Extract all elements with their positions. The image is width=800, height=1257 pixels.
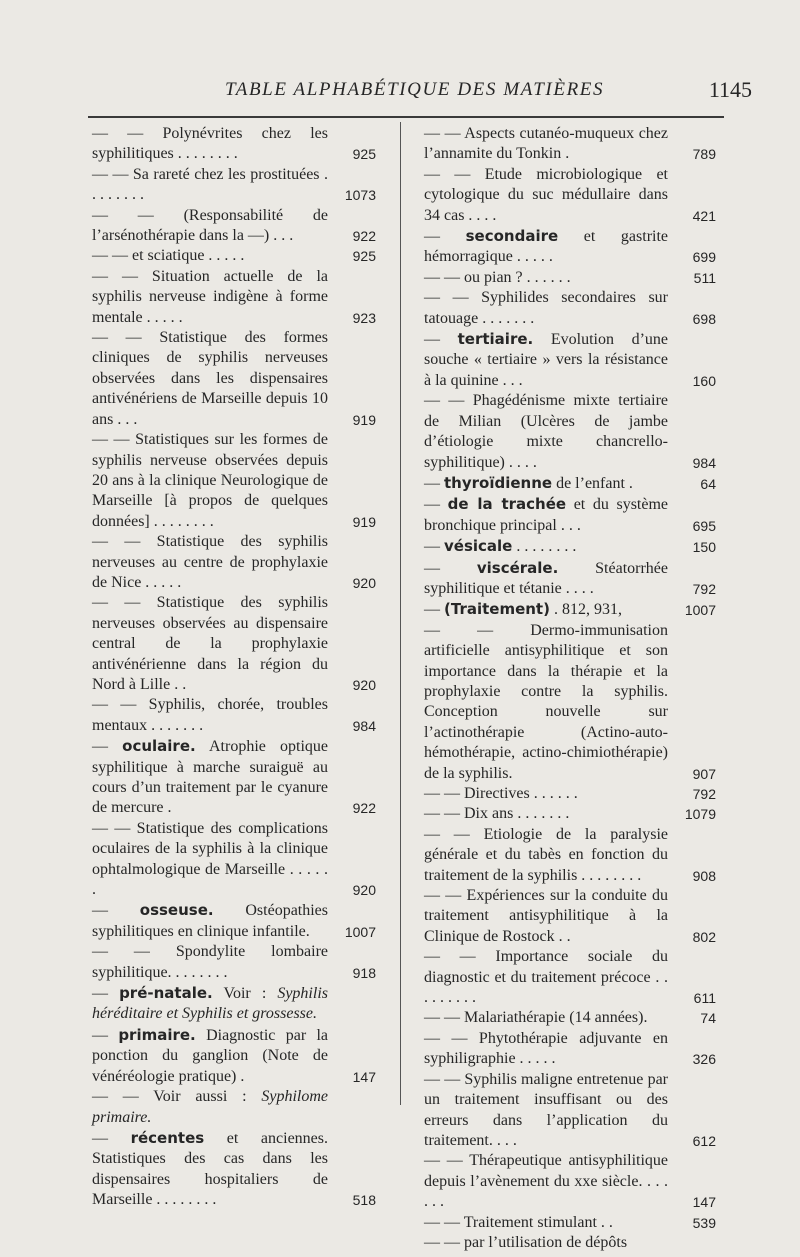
- index-entry: [424, 886, 716, 947]
- index-entry: — vésicale . . . . . . . . 150: [424, 536, 716, 557]
- index-entry: [92, 593, 376, 695]
- entry-text: — — Importance sociale du diagnostic et du traitement précoce . . . . . . . . .: [424, 948, 668, 1007]
- running-title: TABLE ALPHABÉTIQUE DES MATIÈRES: [225, 79, 605, 100]
- index-entry: — osseuse. Ostéopathies syphilitiques en clinique infantile. 1007: [92, 900, 376, 942]
- entry-page-number: 922: [352, 228, 376, 245]
- entry-text: — — Voir aussi :: [92, 1088, 247, 1106]
- entry-keyword: osseuse.: [139, 901, 214, 920]
- index-entry: [92, 328, 376, 430]
- entry-page-number: 919: [352, 513, 376, 530]
- entry-text: — — Statistiques sur les formes de syphilis nerveuse observées depuis 20 ans à la clinique Neurologique de Marseille [à propos de quelques données] . . . . . . . .: [92, 431, 328, 530]
- header-rule: [88, 116, 724, 118]
- index-column-left: [92, 124, 376, 1211]
- index-entry: [424, 1233, 716, 1253]
- entry-page-number: 1007: [344, 923, 376, 940]
- entry-text: — — Etude microbiologique et cytologique du suc médullaire dans 34 cas . . . .: [424, 165, 668, 224]
- index-entry: [92, 124, 376, 165]
- index-entry: [424, 1029, 716, 1070]
- entry-page-number: 802: [692, 928, 716, 945]
- entry-text: — — Polynévrites chez les syphilitiques . . . . . . . .: [92, 125, 328, 163]
- entry-text: — — Aspects cutanéo-muqueux chez l’annamite du Tonkin .: [424, 125, 668, 163]
- entry-page-number: 74: [700, 1010, 716, 1027]
- entry-text: Voir :: [223, 985, 267, 1003]
- entry-text: Diagnostic par la ponction du ganglion (Note de vénéréologie pratique) .: [92, 1026, 328, 1085]
- entry-page-number: 147: [692, 1194, 716, 1211]
- index-entry: [424, 784, 716, 804]
- entry-page-number: 511: [693, 269, 716, 286]
- entry-text: et gastrite hémorragique . . . . .: [424, 228, 669, 266]
- entry-page-number: 611: [693, 990, 716, 1007]
- entry-text: . 812, 931,: [553, 601, 622, 619]
- entry-page-number: 792: [692, 580, 716, 597]
- entry-keyword: tertiaire.: [457, 330, 534, 349]
- index-entry: [424, 165, 716, 226]
- entry-page-number: 326: [692, 1051, 716, 1068]
- index-entry: [92, 430, 376, 532]
- entry-page-number: 698: [692, 310, 716, 327]
- entry-page-number: 908: [692, 867, 716, 884]
- index-entry: [424, 124, 716, 165]
- entry-text: Ostéopathies syphilitiques en clinique infantile.: [92, 902, 329, 940]
- entry-page-number: 1007: [684, 602, 716, 619]
- entry-text: — — Statistique des syphilis nerveuses au centre de prophylaxie de Nice . . . . .: [92, 533, 328, 591]
- index-entry: [92, 819, 376, 901]
- index-entry: [424, 288, 716, 329]
- entry-text: . . . . . . . .: [516, 538, 577, 556]
- entry-text: — — Dix ans . . . . . . .: [424, 805, 570, 823]
- index-entry: — récentes et anciennes. Statistiques des cas dans les dispensaires hospitaliers de Marseille . . . . . . . . 518: [92, 1128, 376, 1211]
- index-entry: — (Traitement) . 812, 931, 1007: [424, 599, 716, 620]
- entry-text: — — Situation actuelle de la syphilis nerveuse indigène à forme mentale . . . . .: [92, 267, 328, 326]
- entry-text: — — Expériences sur la conduite du traitement antisyphilitique à la Clinique de Rostock . .: [424, 887, 668, 945]
- entry-page-number: 612: [692, 1132, 716, 1149]
- entry-page-number: 920: [352, 574, 376, 591]
- entry-page-number: 64: [700, 475, 716, 492]
- entry-page-number: 160: [692, 372, 716, 389]
- entry-text: — — Statistique des complications oculaires de la syphilis à la clinique ophtalmologique de Marseille . . . . . .: [92, 819, 328, 899]
- entry-page-number: 695: [692, 517, 716, 534]
- entry-keyword: oculaire.: [122, 737, 196, 756]
- entry-text: — — Statistique des syphilis nerveuses observées au dispensaire central de la prophylaxie antivénérienne dans la région du Nord à Lille . .: [92, 594, 328, 693]
- entry-text: — — Sa rareté chez les prostituées . . . . . . . .: [92, 165, 328, 204]
- entry-keyword: primaire.: [118, 1025, 196, 1044]
- index-entry: [92, 267, 376, 328]
- entry-page-number: 923: [352, 309, 376, 326]
- page-number: 1145: [708, 77, 752, 102]
- index-entry: — secondaire et gastrite hémorragique . . . . . 699: [424, 226, 716, 268]
- index-entry: [92, 942, 376, 983]
- entry-page-number: 518: [352, 1192, 376, 1209]
- entry-text: — — Syphilis maligne entretenue par un traitement insuffisant ou des erreurs dans l’application du traitement. . . .: [424, 1070, 668, 1149]
- entry-text: et anciennes. Statistiques des cas dans les dispensaires hospitaliers de Marseille . . . . . . . .: [92, 1129, 328, 1209]
- index-entry: — primaire. Diagnostic par la ponction du ganglion (Note de vénéréologie pratique) . 147: [92, 1025, 376, 1087]
- running-header: [0, 75, 800, 109]
- entry-text: — — Thérapeutique antisyphilitique depuis l’avènement du xxe siècle. . . . . . .: [424, 1152, 668, 1211]
- entry-page-number: 699: [692, 249, 716, 266]
- index-entry: — oculaire. Atrophie optique syphilitique à marche suraiguë au cours d’un traitement par le cyanure de mercure . 922: [92, 736, 376, 819]
- entry-page-number: 1073: [344, 187, 376, 204]
- entry-page-number: 920: [352, 882, 376, 899]
- entry-page-number: 147: [352, 1068, 376, 1085]
- entry-page-number: 919: [352, 411, 376, 428]
- index-entry: [424, 621, 716, 784]
- entry-text: Atrophie optique syphilitique à marche suraiguë au cours d’un traitement par le cyanure de mercure .: [92, 738, 328, 817]
- entry-keyword: (Traitement): [444, 600, 550, 619]
- entry-text: — — Phytothérapie adjuvante en syphiligraphie . . . . .: [424, 1029, 668, 1068]
- entry-page-number: 150: [692, 539, 716, 556]
- index-column-right: [424, 124, 716, 1253]
- entry-text: Evolution d’une souche « tertiaire » vers la résistance à la quinine . . .: [424, 331, 669, 389]
- entry-keyword: secondaire: [465, 227, 559, 246]
- entry-keyword: thyroïdienne: [444, 473, 553, 492]
- index-entry: [424, 1151, 716, 1212]
- entry-keyword: de la trachée: [447, 495, 567, 514]
- index-entry: [424, 268, 716, 288]
- entry-page-number: 421: [692, 207, 716, 224]
- index-entry: [92, 532, 376, 593]
- entry-text: — — (Responsabilité de l’arsénothérapie dans la —) . . .: [92, 206, 328, 245]
- index-entry: [424, 947, 716, 1008]
- entry-text: — — Phagédénisme mixte tertiaire de Milian (Ulcères de jambe d’étiologie mixte chancrello-syphilitique) . . . .: [424, 392, 668, 471]
- entry-reference: Syphilome primaire.: [92, 1088, 329, 1126]
- index-entry: — tertiaire. Evolution d’une souche « tertiaire » vers la résistance à la quinine . . . 160: [424, 329, 716, 391]
- entry-text: — — Directives . . . . . .: [424, 785, 578, 802]
- entry-text: — — Statistique des formes cliniques de syphilis nerveuses observées dans les dispensaires antivénériens de Marseille depuis 10 ans . . .: [92, 329, 328, 428]
- entry-text: et du système bronchique principal . . .: [424, 496, 669, 534]
- index-entry: — de la trachée et du système bronchique principal . . . 695: [424, 494, 716, 536]
- entry-text: — — Traitement stimulant . .: [424, 1213, 613, 1231]
- entry-page-number: 918: [352, 964, 376, 981]
- index-entry: [424, 804, 716, 824]
- entry-page-number: 925: [352, 146, 376, 163]
- entry-page-number: 792: [692, 786, 716, 802]
- index-entry: [424, 825, 716, 886]
- entry-text: — — Syphilides secondaires sur tatouage . . . . . . .: [424, 289, 668, 327]
- entry-text: Stéatorrhée syphilitique et tétanie . . . .: [424, 559, 668, 597]
- entry-text: — — ou pian ? . . . . . .: [424, 268, 571, 286]
- entry-page-number: 789: [692, 146, 716, 163]
- index-entry: — thyroïdienne de l’enfant . 64: [424, 473, 716, 494]
- entry-text: — — Syphilis, chorée, troubles mentaux . . . . . . .: [92, 696, 328, 734]
- index-entry: — viscérale. Stéatorrhée syphilitique et tétanie . . . . 792: [424, 558, 716, 600]
- entry-keyword: viscérale.: [476, 558, 559, 577]
- index-entry: [92, 165, 376, 206]
- index-entry: [424, 1070, 716, 1152]
- entry-text: de l’enfant .: [556, 474, 633, 492]
- index-entry: [424, 1213, 716, 1233]
- entry-page-number: 984: [692, 454, 716, 471]
- entry-page-number: 539: [692, 1214, 716, 1231]
- entry-page-number: 920: [352, 676, 376, 693]
- entry-page-number: 922: [352, 800, 376, 817]
- entry-keyword: pré-natale.: [119, 984, 213, 1003]
- index-entry: [92, 206, 376, 247]
- entry-page-number: 925: [352, 248, 376, 265]
- column-divider: [400, 122, 401, 1105]
- entry-page-number: 907: [692, 765, 716, 782]
- index-entry: [424, 391, 716, 473]
- entry-text: — — Etiologie de la paralysie générale et du tabès en fonction du traitement de la syphilis . . . . . . . .: [424, 825, 668, 884]
- entry-page-number: 1079: [684, 806, 716, 823]
- entry-text: — — par l’utilisation de dépôts: [424, 1233, 628, 1251]
- entry-reference: Syphilis héréditaire et Syphilis et grossesse.: [92, 985, 328, 1023]
- entry-text: — — Malariathérapie (14 années).: [424, 1009, 648, 1027]
- index-entry: [92, 695, 376, 736]
- index-entry: [92, 1087, 376, 1128]
- entry-keyword: vésicale: [444, 537, 513, 556]
- index-entry: — pré-natale. Voir : Syphilis héréditaire et Syphilis et grossesse.: [92, 984, 328, 1023]
- entry-page-number: 984: [352, 717, 376, 734]
- entry-text: — — Spondylite lombaire syphilitique. . . . . . . .: [92, 943, 328, 981]
- index-entry: [424, 1008, 716, 1028]
- index-entry: [92, 246, 376, 266]
- entry-text: — — Dermo-immunisation artificielle antisyphilitique et son importance dans la thérapie et la prophylaxie contre la syphilis. Conception nouvelle sur l’actinothérapie (Actino-auto-hémothérapie, actino-chimiothérapie) de la syphilis.: [424, 621, 668, 782]
- entry-text: — — et sciatique . . . . .: [92, 247, 245, 265]
- entry-keyword: récentes: [130, 1128, 205, 1147]
